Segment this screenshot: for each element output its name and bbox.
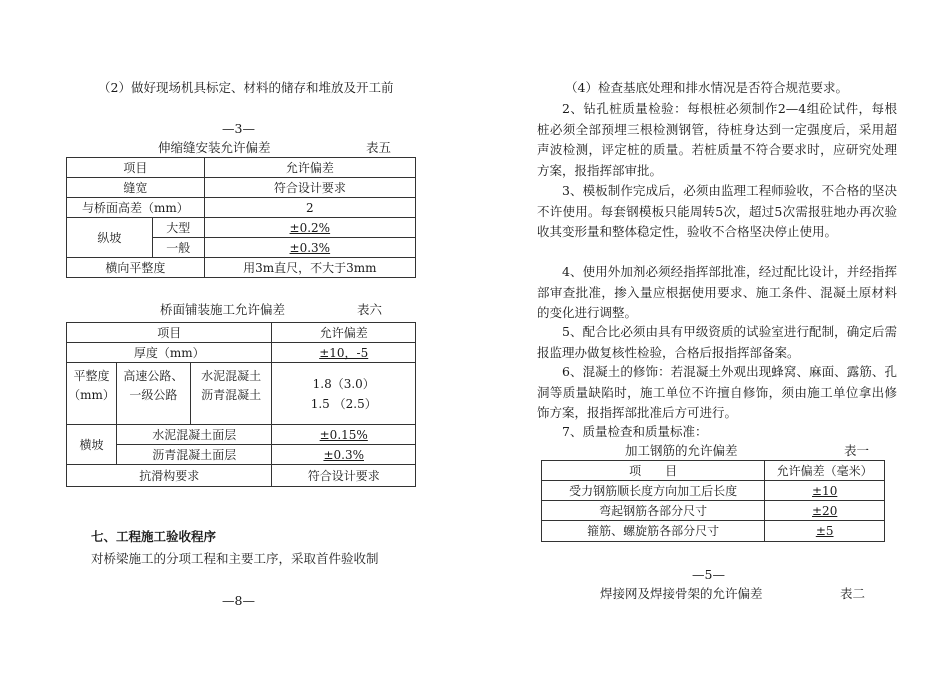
page-number-5: —5— <box>692 567 725 582</box>
table6-cell: 平整度（mm） <box>67 363 117 425</box>
table6-cell <box>272 363 416 425</box>
table1-cell: 受力钢筋顺长度方向加工后长度 <box>542 481 765 501</box>
table1-cell: 弯起钢筋各部分尺寸 <box>542 501 765 521</box>
table2-label: 表二 <box>840 586 866 601</box>
table6-flatness-value1: 1.8（3.0） <box>312 376 375 391</box>
table6-cell: 符合设计要求 <box>272 465 416 487</box>
table1-label: 表一 <box>844 443 870 458</box>
table5 <box>66 157 416 278</box>
table5-header-item: 项目 <box>67 158 205 178</box>
table1-title: 加工钢筋的允许偏差 <box>625 443 738 458</box>
table6-cell: 厚度（mm） <box>67 343 272 363</box>
table6-cell: 抗滑构要求 <box>67 465 272 487</box>
table6-cell: ±10，-5 <box>272 343 416 363</box>
table5-cell: 横向平整度 <box>67 258 205 278</box>
table6-cell: 高速公路、一级公路 <box>116 363 190 425</box>
table1-cell: 箍筋、螺旋筋各部分尺寸 <box>542 521 765 542</box>
table5-cell: ±0.3% <box>204 238 415 258</box>
table5-cell: 大型 <box>152 218 204 238</box>
section-heading: 七、工程施工验收程序 <box>91 529 217 544</box>
table5-cell: 符合设计要求 <box>204 178 415 198</box>
table6-flatness-value2: 1.5 （2.5） <box>310 396 377 411</box>
right-para-7: 7、质量检查和质量标准： <box>562 424 708 439</box>
table6 <box>66 322 416 487</box>
table5-header-tolerance: 允许偏差 <box>204 158 415 178</box>
page-number-3: —3— <box>222 121 255 136</box>
table1-cell: ±5 <box>765 521 885 542</box>
section-text: 对桥梁施工的分项工程和主要工序，采取首件验收制 <box>91 551 379 566</box>
table1 <box>541 460 885 542</box>
table6-cell: 横坡 <box>67 425 117 465</box>
table6-cell: 水泥混凝土面层 <box>116 425 271 445</box>
table6-cell: ±0.3% <box>272 445 416 465</box>
table5-label: 表五 <box>366 140 392 155</box>
table5-cell: 纵坡 <box>67 218 153 258</box>
right-para-1: （4）检查基底处理和排水情况是否符合规范要求。 <box>565 80 848 95</box>
table6-cell: 沥青混凝土面层 <box>116 445 271 465</box>
right-para-2: 2、钻孔桩质量检验：每根桩必须制作2—4组砼试件，每根桩必须全部预埋三根检测钢管，待桩身达到一定强度后，采用超声波检测，评定桩的质量。若桩质量不符合要求时，应研究处理方案，报指挥部审批。 <box>537 101 897 178</box>
table6-cell: ±0.15% <box>272 425 416 445</box>
table2-title: 焊接网及焊接骨架的允许偏差 <box>600 586 763 601</box>
table5-cell: 缝宽 <box>67 178 205 198</box>
right-para-5: 5、配合比必须由具有甲级资质的试验室进行配制，确定后需报监理办做复核性检验，合格后报指挥部备案。 <box>537 324 897 360</box>
table5-cell: 一般 <box>152 238 204 258</box>
page-number-8: —8— <box>222 593 255 608</box>
table6-cell: 水泥混凝土 沥青混凝土 <box>190 363 272 425</box>
right-para-6: 6、混凝土的修饰：若混凝土外观出现蜂窝、麻面、露筋、孔洞等质量缺陷时，施工单位不许擅自修饰，须由施工单位拿出修饰方案，报指挥部批准后方可进行。 <box>537 364 897 420</box>
table5-title: 伸缩缝安装允许偏差 <box>158 140 271 155</box>
table5-cell: 与桥面高差（mm） <box>67 198 205 218</box>
right-para-3: 3、模板制作完成后，必须由监理工程师验收，不合格的坚决不许使用。每套钢模板只能周转5次，超过5次需报驻地办再次验收其变形量和整体稳定性，验收不合格坚决停止使用。 <box>537 183 897 239</box>
table6-title: 桥面铺装施工允许偏差 <box>160 302 286 317</box>
table5-cell: ±0.2% <box>204 218 415 238</box>
table5-cell: 用3m直尺，不大于3mm <box>204 258 415 278</box>
table1-cell: ±10 <box>765 481 885 501</box>
table1-cell: ±20 <box>765 501 885 521</box>
table6-header-item: 项目 <box>67 323 272 343</box>
left-top-line: （2）做好现场机具标定、材料的储存和堆放及开工前 <box>98 80 394 95</box>
table6-label: 表六 <box>357 302 383 317</box>
table5-cell: 2 <box>204 198 415 218</box>
table1-header-item: 项 目 <box>542 461 765 481</box>
table6-header-tolerance: 允许偏差 <box>272 323 416 343</box>
right-para-4: 4、使用外加剂必须经指挥部批准，经过配比设计，并经指挥部审查批准，掺入量应根据使用要求、施工条件、混凝土原材料的变化进行调整。 <box>537 264 897 320</box>
table1-header-tolerance: 允许偏差（毫米） <box>765 461 885 481</box>
